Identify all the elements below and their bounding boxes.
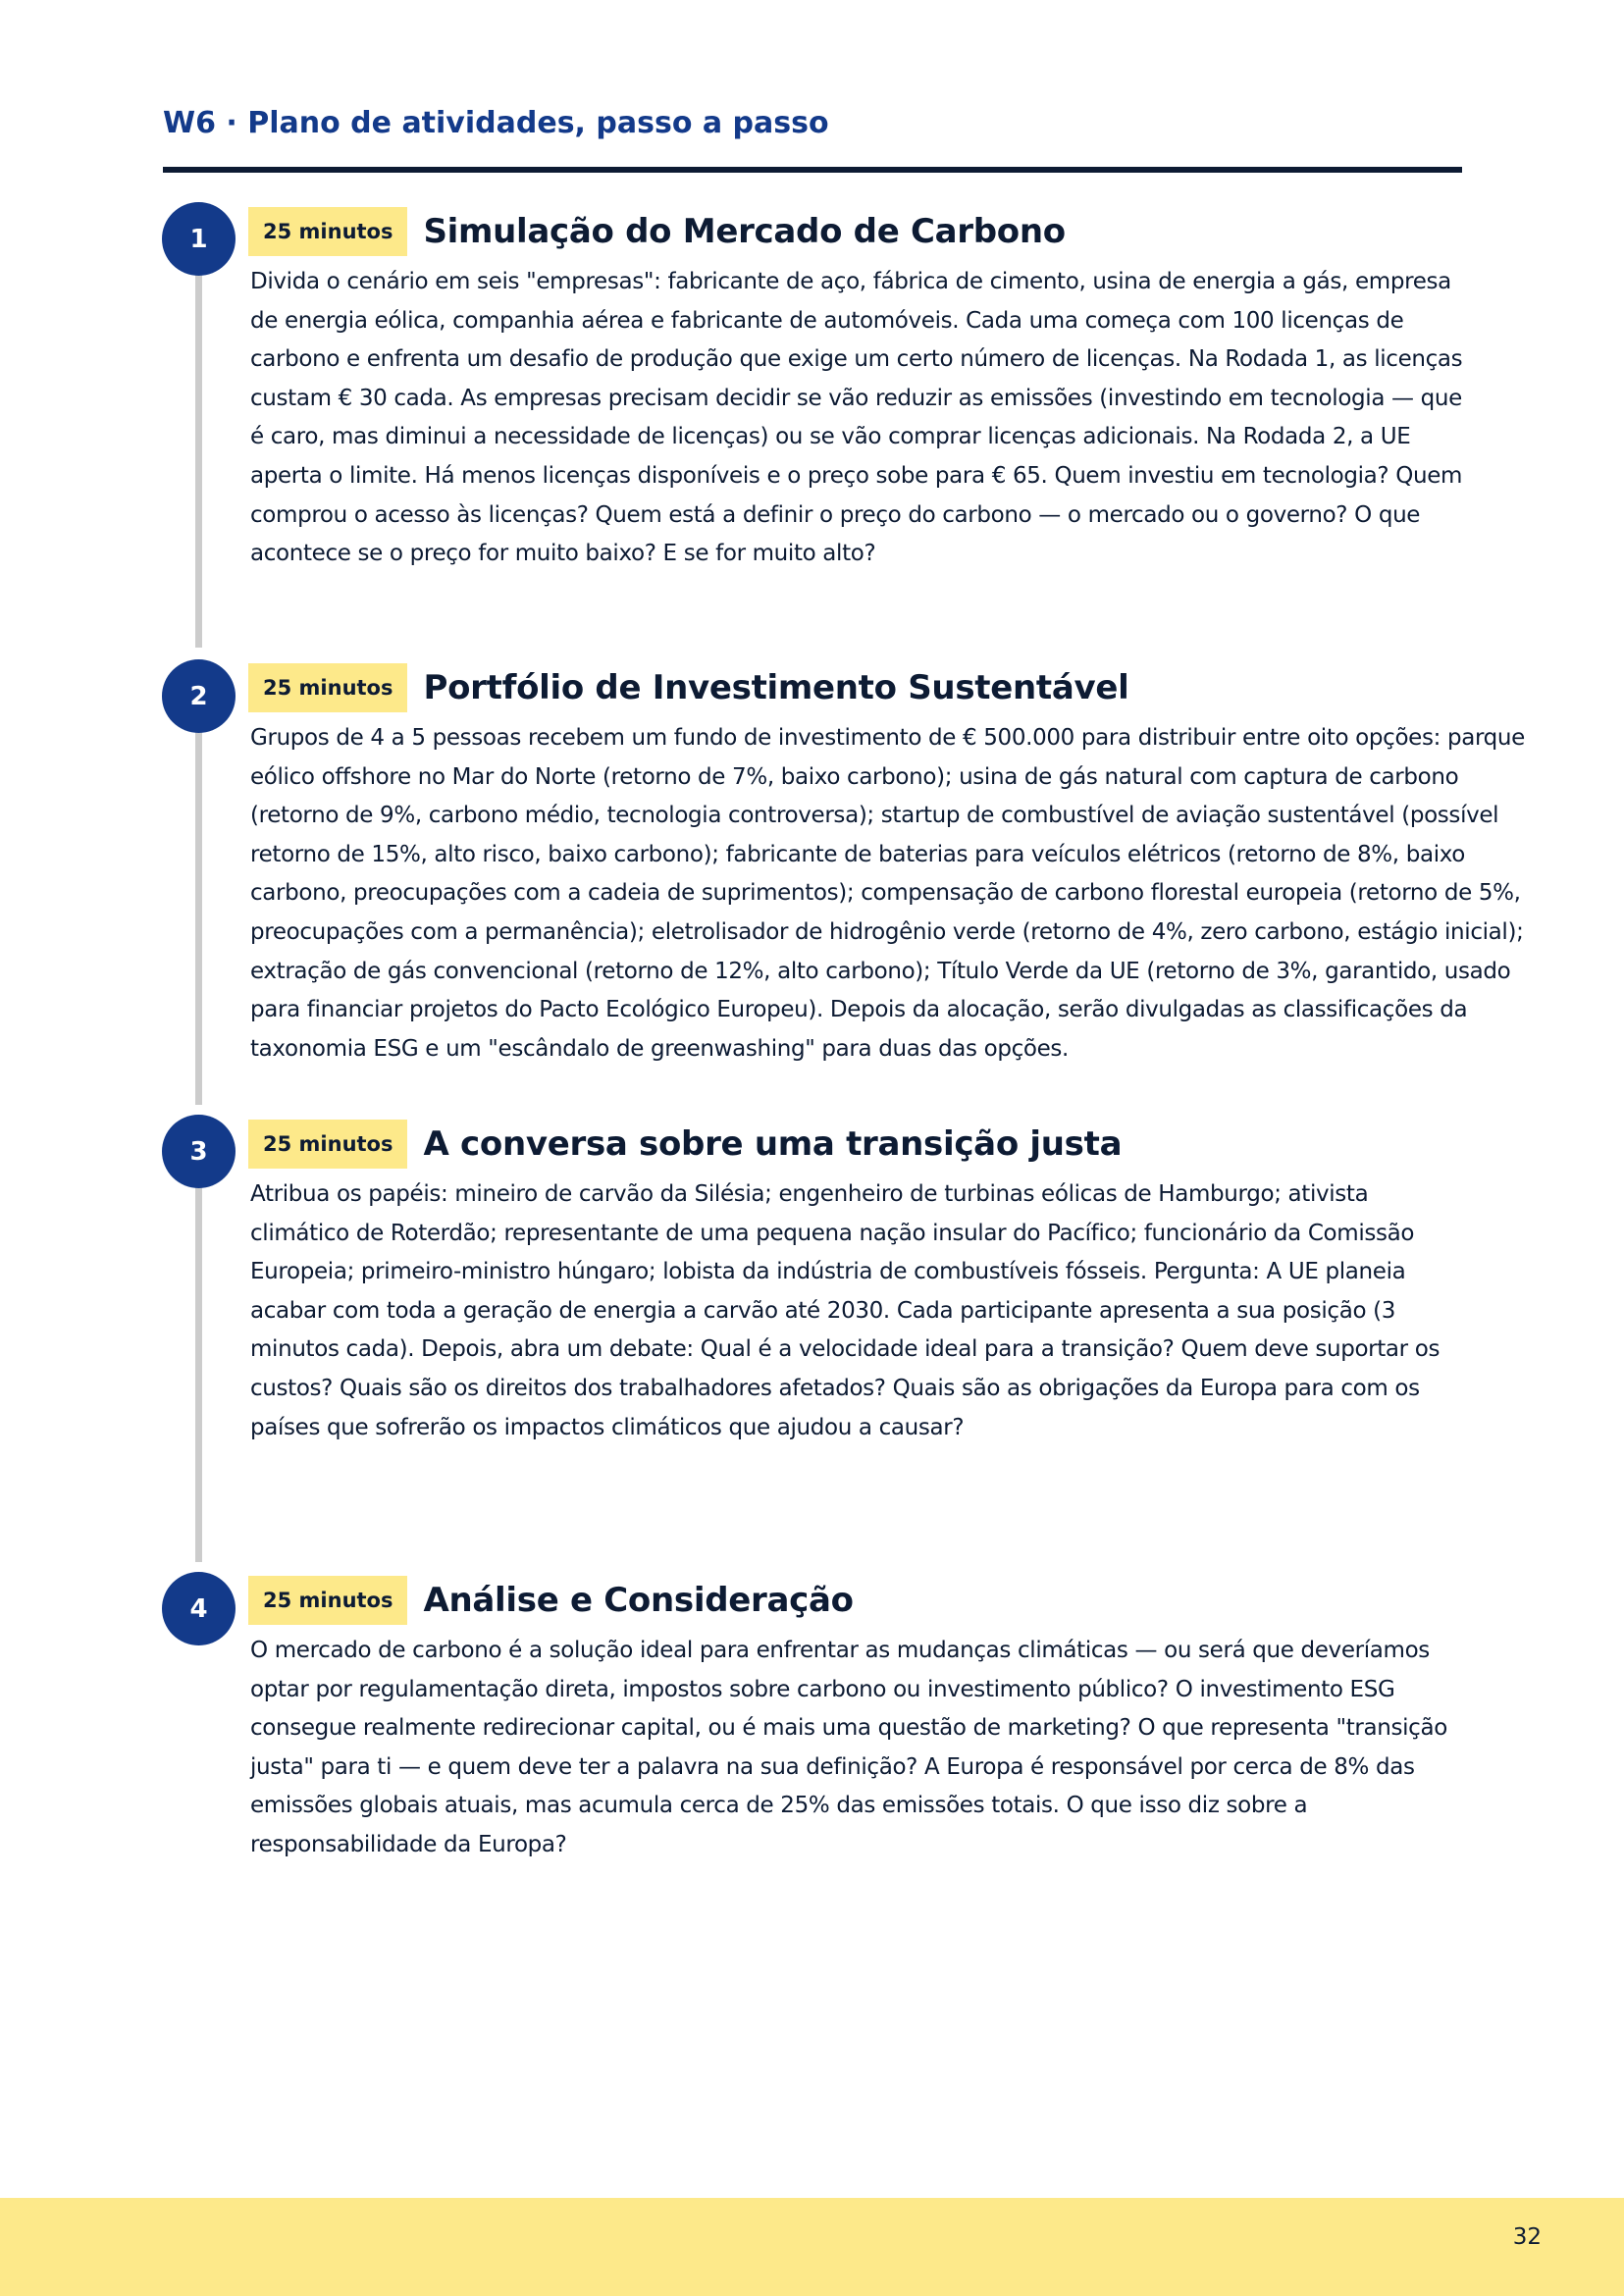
page-number: 32: [1512, 2224, 1542, 2250]
step-description: Grupos de 4 a 5 pessoas recebem um fundo de investimento de € 500.000 para distribuir entre oito opções: parque eólico offshore no Mar do Norte (retorno de 7%, baixo carbono); usina de gás natural com captura de carbono (retorno de 9%, carbono médio, tecnologia controversa); startup de combustível de aviação sustentável (possível retorno de 15%, alto risco, baixo carbono); fabricante de baterias para veículos elétricos (retorno de 8%, baixo carbono, preocupações com a cadeia de suprimentos); compensação de carbono florestal europeia (retorno de 5%, preocupações com a permanência); eletrolisador de hidrogênio verde (retorno de 4%, zero carbono, estágio inicial); extração de gás convencional (retorno de 12%, alto carbono); Título Verde da UE (retorno de 3%, garantido, usado para financiar projetos do Pacto Ecológico Europeu). Depois da alocação, serão divulgadas as classificações da taxonomia ESG e um "escândalo de greenwashing" para duas das opções.: [250, 725, 1525, 1062]
step-number-1: 1: [162, 202, 236, 276]
step-header-1: [248, 207, 1066, 256]
step-title: Análise e Consideração: [423, 1581, 854, 1620]
step-description: Divida o cenário em seis "empresas": fabricante de aço, fábrica de cimento, usina de energia a gás, empresa de energia eólica, companhia aérea e fabricante de automóveis. Cada uma começa com 100 licenças de carbono e enfrenta um desafio de produção que exige um certo número de licenças. Na Rodada 1, as licenças custam € 30 cada. As empresas precisam decidir se vão reduzir as emissões (investindo em tecnologia — que é caro, mas diminui a necessidade de licenças) ou se vão comprar licenças adicionais. Na Rodada 2, a UE aperta o limite. Há menos licenças disponíveis e o preço sobe para € 65. Quem investiu em tecnologia? Quem comprou o acesso às licenças? Quem está a definir o preço do carbono — o mercado ou o governo? O que acontece se o preço for muito baixo? E se for muito alto?: [250, 269, 1463, 567]
timeline-connector-1: [195, 235, 202, 648]
step-header-2: [248, 663, 1128, 712]
step-title: A conversa sobre uma transição justa: [423, 1124, 1123, 1164]
step-title: Portfólio de Investimento Sustentável: [423, 668, 1129, 707]
section-title: W6 · Plano de atividades, passo a passo: [163, 106, 829, 140]
step-header-4: [248, 1576, 854, 1625]
step-description: O mercado de carbono é a solução ideal para enfrentar as mudanças climáticas — ou será que deveríamos optar por regulamentação direta, impostos sobre carbono ou investimento público? O investimento ESG consegue realmente redirecionar capital, ou é mais uma questão de marketing? O que representa "transição justa" para ti — e quem deve ter a palavra na sua definição? A Europa é responsável por cerca de 8% das emissões globais atuais, mas acumula cerca de 25% das emissões totais. O que isso diz sobre a responsabilidade da Europa?: [250, 1638, 1447, 1857]
step-number-2: 2: [162, 659, 236, 733]
step-title: Simulação do Mercado de Carbono: [423, 212, 1066, 251]
step-header-3: [248, 1120, 1122, 1169]
duration-badge: 25 minutos: [248, 1576, 407, 1625]
timeline-connector-3: [195, 1150, 202, 1562]
timeline-connector-2: [195, 695, 202, 1105]
duration-badge: 25 minutos: [248, 207, 407, 256]
step-description: Atribua os papéis: mineiro de carvão da Silésia; engenheiro de turbinas eólicas de Hamburgo; ativista climático de Roterdão; representante de uma pequena nação insular do Pacífico; funcionário da Comissão Europeia; primeiro-ministro húngaro; lobista da indústria de combustíveis fósseis. Pergunta: A UE planeia acabar com toda a geração de energia a carvão até 2030. Cada participante apresenta a sua posição (3 minutos cada). Depois, abra um debate: Qual é a velocidade ideal para a transição? Quem deve suportar os custos? Quais são os direitos dos trabalhadores afetados? Quais são as obrigações da Europa para com os países que sofrerão os impactos climáticos que ajudou a causar?: [250, 1181, 1441, 1440]
footer-band: [0, 2198, 1624, 2296]
step-number-3: 3: [162, 1115, 236, 1188]
header-divider: [163, 167, 1462, 173]
duration-badge: 25 minutos: [248, 663, 407, 712]
step-number-4: 4: [162, 1572, 236, 1645]
duration-badge: 25 minutos: [248, 1120, 407, 1169]
